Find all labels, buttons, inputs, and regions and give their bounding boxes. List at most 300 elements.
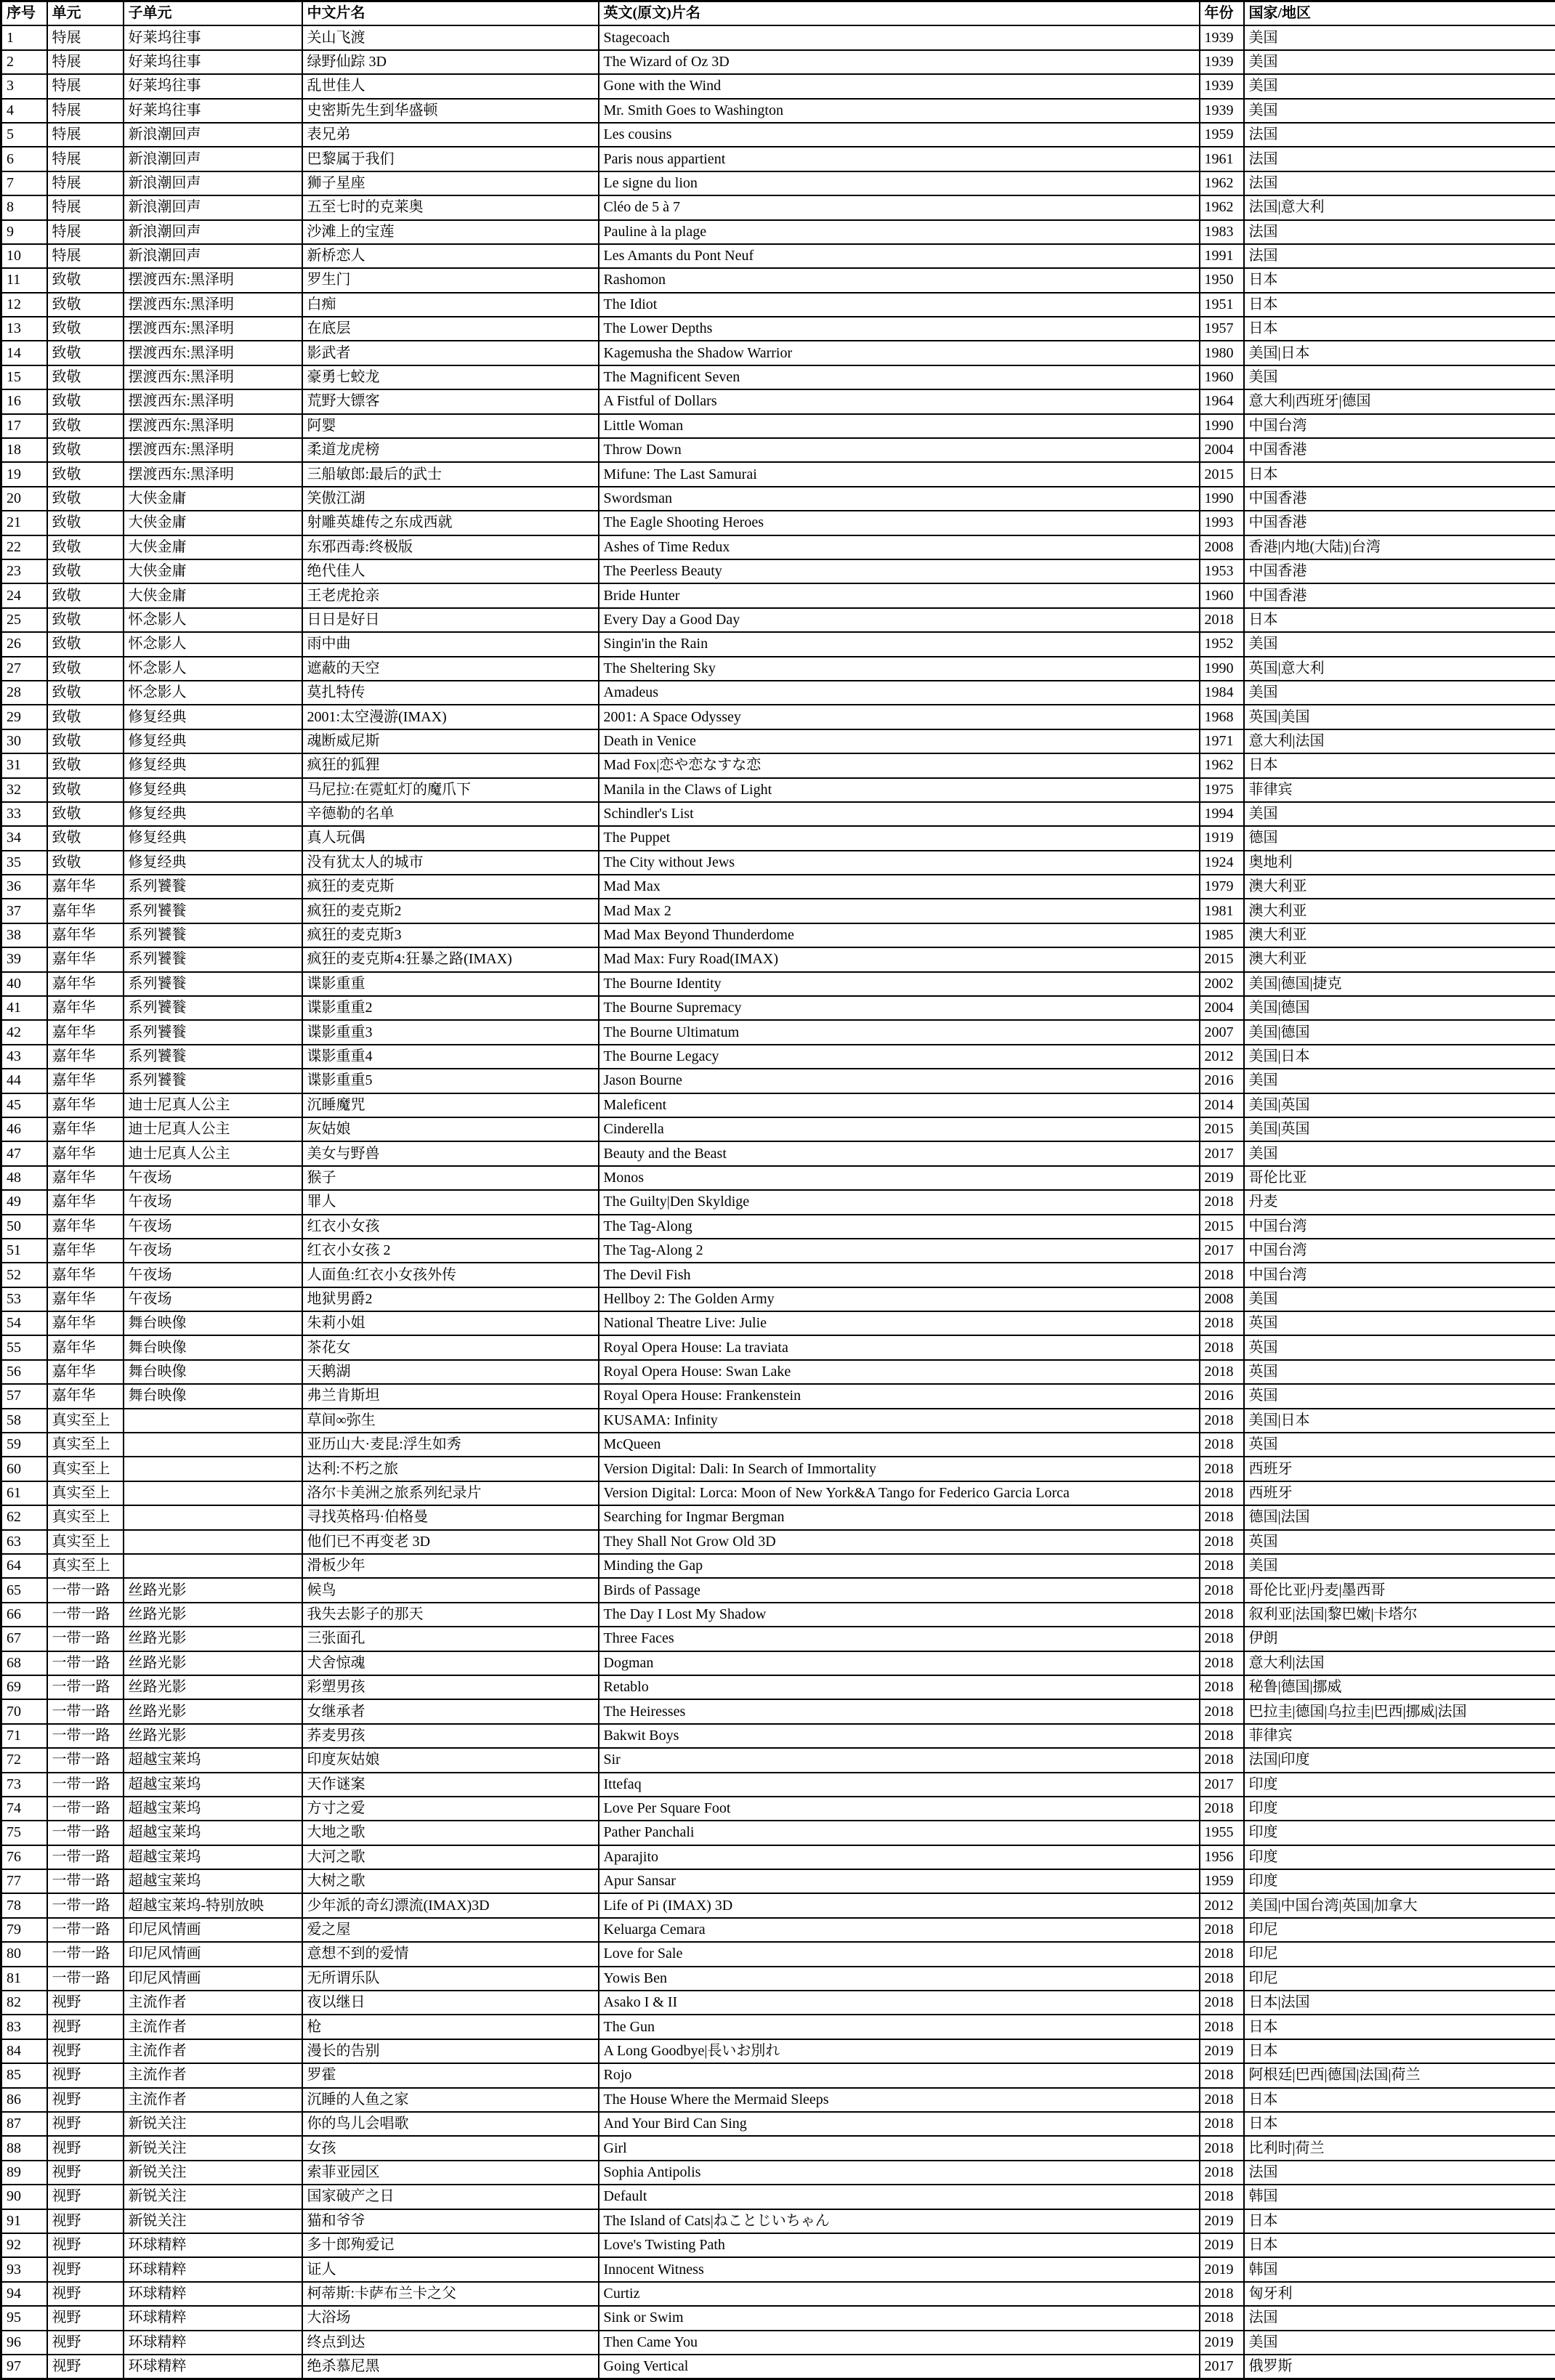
cell-subunit: 系列饕餮 — [124, 1069, 302, 1093]
cell-country: 日本 — [1244, 462, 1555, 486]
cell-subunit: 迪士尼真人公主 — [124, 1141, 302, 1165]
cell-year: 1939 — [1200, 50, 1244, 74]
cell-country: 美国|英国 — [1244, 1093, 1555, 1117]
cell-subunit: 新锐关注 — [124, 2136, 302, 2160]
cell-subunit — [124, 1481, 302, 1505]
cell-english-title: Royal Opera House: Swan Lake — [599, 1360, 1200, 1384]
table-row — [1, 389, 1555, 413]
cell-country: 印度 — [1244, 1773, 1555, 1797]
table-row — [1, 1918, 1555, 1942]
cell-english-title: Stagecoach — [599, 25, 1200, 49]
cell-year: 1962 — [1200, 753, 1244, 777]
cell-english-title: Amadeus — [599, 681, 1200, 705]
cell-unit: 嘉年华 — [47, 947, 124, 971]
cell-unit: 致敬 — [47, 535, 124, 559]
cell-chinese-title: 索菲亚园区 — [302, 2161, 599, 2185]
cell-chinese-title: 他们已不再变老 3D — [302, 1530, 599, 1554]
cell-unit: 嘉年华 — [47, 972, 124, 996]
cell-subunit: 午夜场 — [124, 1215, 302, 1239]
cell-country: 印尼 — [1244, 1967, 1555, 1991]
cell-chinese-title: 红衣小女孩 2 — [302, 1239, 599, 1263]
cell-english-title: Mad Max — [599, 875, 1200, 899]
cell-year: 1980 — [1200, 341, 1244, 365]
table-row — [1, 1554, 1555, 1578]
cell-index: 63 — [1, 1530, 47, 1554]
cell-index: 27 — [1, 657, 47, 681]
cell-index: 17 — [1, 414, 47, 438]
cell-unit: 致敬 — [47, 559, 124, 583]
cell-chinese-title: 豪勇七蛟龙 — [302, 365, 599, 389]
cell-subunit: 怀念影人 — [124, 632, 302, 656]
cell-unit: 一带一路 — [47, 1845, 124, 1869]
cell-english-title: Rashomon — [599, 268, 1200, 292]
table-row — [1, 802, 1555, 826]
cell-year: 2015 — [1200, 947, 1244, 971]
cell-chinese-title: 在底层 — [302, 317, 599, 341]
cell-subunit: 大侠金庸 — [124, 487, 302, 511]
cell-unit: 致敬 — [47, 389, 124, 413]
cell-chinese-title: 真人玩偶 — [302, 826, 599, 850]
cell-index: 41 — [1, 996, 47, 1020]
cell-country: 日本 — [1244, 2209, 1555, 2233]
cell-country: 阿根廷|巴西|德国|法国|荷兰 — [1244, 2063, 1555, 2087]
table-row — [1, 1335, 1555, 1359]
cell-english-title: Ashes of Time Redux — [599, 535, 1200, 559]
cell-country: 匈牙利 — [1244, 2282, 1555, 2306]
table-row — [1, 1384, 1555, 1408]
cell-subunit: 修复经典 — [124, 778, 302, 802]
cell-year: 2018 — [1200, 2282, 1244, 2306]
table-body — [1, 25, 1555, 2379]
cell-subunit: 好莱坞往事 — [124, 25, 302, 49]
cell-english-title: The Island of Cats|ねことじいちゃん — [599, 2209, 1200, 2233]
cell-english-title: Love for Sale — [599, 1942, 1200, 1966]
col-header-english-title: 英文(原文)片名 — [599, 1, 1200, 26]
cell-country: 日本|法国 — [1244, 1991, 1555, 2015]
cell-year: 2018 — [1200, 1457, 1244, 1481]
cell-subunit: 大侠金庸 — [124, 511, 302, 535]
cell-subunit: 摆渡西东:黑泽明 — [124, 462, 302, 486]
cell-year: 1962 — [1200, 195, 1244, 219]
cell-index: 32 — [1, 778, 47, 802]
cell-subunit: 午夜场 — [124, 1166, 302, 1190]
cell-english-title: Version Digital: Lorca: Moon of New York&A Tango for Federico Garcia Lorca — [599, 1481, 1200, 1505]
table-row — [1, 2015, 1555, 2039]
cell-chinese-title: 印度灰姑娘 — [302, 1748, 599, 1772]
cell-unit: 视野 — [47, 2185, 124, 2209]
table-row — [1, 1748, 1555, 1772]
cell-country: 美国 — [1244, 632, 1555, 656]
cell-country: 英国|意大利 — [1244, 657, 1555, 681]
cell-chinese-title: 谍影重重3 — [302, 1020, 599, 1044]
cell-chinese-title: 沉睡魔咒 — [302, 1093, 599, 1117]
table-row — [1, 559, 1555, 583]
cell-year: 2019 — [1200, 1166, 1244, 1190]
cell-year: 1961 — [1200, 147, 1244, 171]
cell-subunit: 午夜场 — [124, 1239, 302, 1263]
cell-index: 10 — [1, 244, 47, 268]
cell-unit: 一带一路 — [47, 1893, 124, 1917]
cell-unit: 一带一路 — [47, 1578, 124, 1602]
cell-year: 2016 — [1200, 1384, 1244, 1408]
cell-unit: 嘉年华 — [47, 1335, 124, 1359]
cell-unit: 致敬 — [47, 657, 124, 681]
cell-english-title: Sophia Antipolis — [599, 2161, 1200, 2185]
cell-unit: 真实至上 — [47, 1481, 124, 1505]
cell-subunit: 摆渡西东:黑泽明 — [124, 389, 302, 413]
cell-unit: 特展 — [47, 74, 124, 98]
cell-chinese-title: 表兄弟 — [302, 123, 599, 147]
cell-index: 69 — [1, 1675, 47, 1699]
table-row — [1, 1797, 1555, 1821]
cell-year: 2019 — [1200, 2331, 1244, 2355]
cell-unit: 嘉年华 — [47, 1045, 124, 1069]
cell-index: 91 — [1, 2209, 47, 2233]
cell-chinese-title: 乱世佳人 — [302, 74, 599, 98]
cell-chinese-title: 朱莉小姐 — [302, 1311, 599, 1335]
cell-country: 澳大利亚 — [1244, 923, 1555, 947]
cell-chinese-title: 少年派的奇幻漂流(IMAX)3D — [302, 1893, 599, 1917]
cell-country: 美国 — [1244, 365, 1555, 389]
cell-chinese-title: 猫和爷爷 — [302, 2209, 599, 2233]
cell-country: 法国 — [1244, 2161, 1555, 2185]
cell-country: 法国 — [1244, 220, 1555, 244]
cell-chinese-title: 漫长的告别 — [302, 2039, 599, 2063]
table-row — [1, 947, 1555, 971]
cell-index: 39 — [1, 947, 47, 971]
table-row — [1, 2112, 1555, 2136]
cell-country: 中国香港 — [1244, 583, 1555, 607]
cell-country: 美国|德国|捷克 — [1244, 972, 1555, 996]
cell-unit: 致敬 — [47, 341, 124, 365]
cell-index: 92 — [1, 2233, 47, 2257]
table-row — [1, 414, 1555, 438]
table-row — [1, 487, 1555, 511]
cell-unit: 致敬 — [47, 462, 124, 486]
cell-unit: 一带一路 — [47, 1797, 124, 1821]
cell-index: 64 — [1, 1554, 47, 1578]
cell-country: 日本 — [1244, 2015, 1555, 2039]
cell-index: 81 — [1, 1967, 47, 1991]
cell-subunit: 超越宝莱坞-特别放映 — [124, 1893, 302, 1917]
cell-year: 1950 — [1200, 268, 1244, 292]
cell-subunit: 印尼风情画 — [124, 1967, 302, 1991]
cell-index: 26 — [1, 632, 47, 656]
cell-year: 1956 — [1200, 1845, 1244, 1869]
cell-chinese-title: 阿婴 — [302, 414, 599, 438]
cell-country: 英国 — [1244, 1530, 1555, 1554]
cell-index: 76 — [1, 1845, 47, 1869]
cell-unit: 致敬 — [47, 681, 124, 705]
cell-chinese-title: 罗生门 — [302, 268, 599, 292]
cell-subunit: 午夜场 — [124, 1287, 302, 1311]
table-row — [1, 171, 1555, 195]
cell-country: 法国|意大利 — [1244, 195, 1555, 219]
cell-unit: 一带一路 — [47, 1748, 124, 1772]
cell-unit: 嘉年华 — [47, 1287, 124, 1311]
table-row — [1, 778, 1555, 802]
cell-country: 澳大利亚 — [1244, 947, 1555, 971]
cell-unit: 嘉年华 — [47, 1069, 124, 1093]
cell-country: 美国 — [1244, 1141, 1555, 1165]
table-row — [1, 1239, 1555, 1263]
cell-country: 中国台湾 — [1244, 1239, 1555, 1263]
cell-english-title: Les cousins — [599, 123, 1200, 147]
cell-chinese-title: 国家破产之日 — [302, 2185, 599, 2209]
cell-chinese-title: 候鸟 — [302, 1578, 599, 1602]
cell-unit: 致敬 — [47, 826, 124, 850]
cell-year: 2019 — [1200, 2233, 1244, 2257]
cell-country: 日本 — [1244, 608, 1555, 632]
cell-year: 2018 — [1200, 1505, 1244, 1529]
cell-year: 1983 — [1200, 220, 1244, 244]
cell-country: 美国|英国 — [1244, 1117, 1555, 1141]
cell-subunit: 迪士尼真人公主 — [124, 1093, 302, 1117]
cell-english-title: The Sheltering Sky — [599, 657, 1200, 681]
table-row — [1, 2185, 1555, 2209]
cell-year: 1964 — [1200, 389, 1244, 413]
cell-year: 1953 — [1200, 559, 1244, 583]
cell-unit: 致敬 — [47, 802, 124, 826]
cell-index: 97 — [1, 2355, 47, 2379]
cell-subunit: 丝路光影 — [124, 1724, 302, 1748]
cell-index: 28 — [1, 681, 47, 705]
cell-english-title: Kagemusha the Shadow Warrior — [599, 341, 1200, 365]
cell-unit: 嘉年华 — [47, 1190, 124, 1214]
cell-country: 叙利亚|法国|黎巴嫩|卡塔尔 — [1244, 1603, 1555, 1627]
cell-english-title: Paris nous appartient — [599, 147, 1200, 171]
cell-index: 50 — [1, 1215, 47, 1239]
cell-unit: 致敬 — [47, 583, 124, 607]
cell-year: 1959 — [1200, 1869, 1244, 1893]
cell-index: 66 — [1, 1603, 47, 1627]
cell-unit: 致敬 — [47, 438, 124, 462]
cell-english-title: Mad Max 2 — [599, 899, 1200, 923]
cell-year: 2018 — [1200, 1967, 1244, 1991]
cell-unit: 一带一路 — [47, 1821, 124, 1845]
table-row — [1, 1093, 1555, 1117]
cell-year: 1952 — [1200, 632, 1244, 656]
cell-subunit: 超越宝莱坞 — [124, 1821, 302, 1845]
cell-subunit: 系列饕餮 — [124, 947, 302, 971]
cell-country: 法国 — [1244, 123, 1555, 147]
cell-unit: 真实至上 — [47, 1457, 124, 1481]
cell-chinese-title: 疯狂的麦克斯3 — [302, 923, 599, 947]
cell-subunit: 新锐关注 — [124, 2112, 302, 2136]
cell-index: 44 — [1, 1069, 47, 1093]
cell-country: 法国 — [1244, 171, 1555, 195]
cell-chinese-title: 王老虎抢亲 — [302, 583, 599, 607]
cell-unit: 致敬 — [47, 414, 124, 438]
cell-unit: 特展 — [47, 123, 124, 147]
cell-unit: 嘉年华 — [47, 875, 124, 899]
cell-unit: 嘉年华 — [47, 1215, 124, 1239]
cell-unit: 嘉年华 — [47, 1020, 124, 1044]
cell-country: 印度 — [1244, 1845, 1555, 1869]
cell-year: 2018 — [1200, 1675, 1244, 1699]
cell-subunit: 新浪潮回声 — [124, 147, 302, 171]
cell-year: 1994 — [1200, 802, 1244, 826]
cell-chinese-title: 猴子 — [302, 1166, 599, 1190]
cell-year: 2018 — [1200, 1190, 1244, 1214]
cell-unit: 嘉年华 — [47, 996, 124, 1020]
cell-subunit: 系列饕餮 — [124, 1020, 302, 1044]
cell-subunit: 新浪潮回声 — [124, 195, 302, 219]
cell-index: 68 — [1, 1651, 47, 1675]
cell-chinese-title: 柔道龙虎榜 — [302, 438, 599, 462]
cell-subunit: 摆渡西东:黑泽明 — [124, 268, 302, 292]
cell-chinese-title: 红衣小女孩 — [302, 1215, 599, 1239]
table-row — [1, 317, 1555, 341]
cell-index: 54 — [1, 1311, 47, 1335]
table-row — [1, 2257, 1555, 2281]
cell-country: 日本 — [1244, 2039, 1555, 2063]
cell-year: 1939 — [1200, 25, 1244, 49]
cell-country: 印度 — [1244, 1821, 1555, 1845]
cell-english-title: Bakwit Boys — [599, 1724, 1200, 1748]
cell-unit: 嘉年华 — [47, 899, 124, 923]
cell-index: 59 — [1, 1433, 47, 1457]
cell-unit: 致敬 — [47, 851, 124, 875]
cell-english-title: Love Per Square Foot — [599, 1797, 1200, 1821]
cell-unit: 一带一路 — [47, 1967, 124, 1991]
cell-year: 1971 — [1200, 729, 1244, 753]
cell-country: 英国 — [1244, 1311, 1555, 1335]
cell-subunit: 摆渡西东:黑泽明 — [124, 414, 302, 438]
cell-unit: 视野 — [47, 2355, 124, 2379]
cell-chinese-title: 草间∞弥生 — [302, 1409, 599, 1433]
cell-country: 美国|德国 — [1244, 1020, 1555, 1044]
cell-chinese-title: 罗霍 — [302, 2063, 599, 2087]
cell-chinese-title: 大地之歌 — [302, 1821, 599, 1845]
cell-chinese-title: 灰姑娘 — [302, 1117, 599, 1141]
cell-english-title: Sir — [599, 1748, 1200, 1772]
cell-year: 2007 — [1200, 1020, 1244, 1044]
table-row — [1, 1893, 1555, 1917]
cell-subunit — [124, 1409, 302, 1433]
cell-country: 伊朗 — [1244, 1627, 1555, 1651]
cell-english-title: Keluarga Cemara — [599, 1918, 1200, 1942]
cell-unit: 致敬 — [47, 317, 124, 341]
table-row — [1, 2306, 1555, 2330]
cell-index: 80 — [1, 1942, 47, 1966]
cell-year: 2008 — [1200, 1287, 1244, 1311]
cell-chinese-title: 白痴 — [302, 293, 599, 317]
cell-index: 6 — [1, 147, 47, 171]
cell-chinese-title: 无所谓乐队 — [302, 1967, 599, 1991]
cell-subunit: 主流作者 — [124, 2015, 302, 2039]
cell-index: 45 — [1, 1093, 47, 1117]
table-row — [1, 851, 1555, 875]
cell-unit: 嘉年华 — [47, 1311, 124, 1335]
cell-year: 2019 — [1200, 2257, 1244, 2281]
table-row — [1, 1141, 1555, 1165]
cell-subunit: 环球精粹 — [124, 2306, 302, 2330]
table-row — [1, 74, 1555, 98]
cell-country: 哥伦比亚 — [1244, 1166, 1555, 1190]
table-row — [1, 1020, 1555, 1044]
cell-country: 澳大利亚 — [1244, 875, 1555, 899]
cell-year: 2019 — [1200, 2209, 1244, 2233]
cell-english-title: Beauty and the Beast — [599, 1141, 1200, 1165]
cell-index: 24 — [1, 583, 47, 607]
cell-english-title: Searching for Ingmar Bergman — [599, 1505, 1200, 1529]
cell-subunit: 舞台映像 — [124, 1335, 302, 1359]
cell-chinese-title: 沙滩上的宝莲 — [302, 220, 599, 244]
table-row — [1, 1069, 1555, 1093]
cell-country: 美国 — [1244, 681, 1555, 705]
cell-english-title: The Bourne Supremacy — [599, 996, 1200, 1020]
cell-english-title: Birds of Passage — [599, 1578, 1200, 1602]
table-row — [1, 1215, 1555, 1239]
table-row — [1, 875, 1555, 899]
cell-subunit: 丝路光影 — [124, 1675, 302, 1699]
cell-country: 中国台湾 — [1244, 1263, 1555, 1287]
cell-subunit: 摆渡西东:黑泽明 — [124, 293, 302, 317]
cell-english-title: Le signe du lion — [599, 171, 1200, 195]
cell-country: 西班牙 — [1244, 1481, 1555, 1505]
cell-index: 95 — [1, 2306, 47, 2330]
table-row — [1, 2161, 1555, 2185]
cell-english-title: Version Digital: Dali: In Search of Immortality — [599, 1457, 1200, 1481]
cell-unit: 致敬 — [47, 511, 124, 535]
table-row — [1, 2209, 1555, 2233]
cell-year: 1985 — [1200, 923, 1244, 947]
cell-subunit: 摆渡西东:黑泽明 — [124, 365, 302, 389]
cell-year: 2017 — [1200, 1239, 1244, 1263]
cell-unit: 特展 — [47, 195, 124, 219]
cell-unit: 一带一路 — [47, 1869, 124, 1893]
cell-country: 日本 — [1244, 2233, 1555, 2257]
table-row — [1, 1311, 1555, 1335]
cell-country: 德国 — [1244, 826, 1555, 850]
cell-english-title: McQueen — [599, 1433, 1200, 1457]
col-header-index: 序号 — [1, 1, 47, 26]
cell-year: 2018 — [1200, 1409, 1244, 1433]
cell-subunit: 系列饕餮 — [124, 923, 302, 947]
cell-unit: 致敬 — [47, 705, 124, 729]
cell-subunit: 环球精粹 — [124, 2355, 302, 2379]
cell-chinese-title: 夜以继日 — [302, 1991, 599, 2015]
cell-chinese-title: 罪人 — [302, 1190, 599, 1214]
table-row — [1, 2355, 1555, 2379]
cell-chinese-title: 美女与野兽 — [302, 1141, 599, 1165]
cell-index: 4 — [1, 99, 47, 123]
cell-english-title: Mad Max Beyond Thunderdome — [599, 923, 1200, 947]
cell-subunit: 修复经典 — [124, 826, 302, 850]
cell-chinese-title: 柯蒂斯:卡萨布兰卡之父 — [302, 2282, 599, 2306]
cell-subunit: 怀念影人 — [124, 608, 302, 632]
cell-index: 73 — [1, 1773, 47, 1797]
cell-subunit: 舞台映像 — [124, 1311, 302, 1335]
cell-index: 31 — [1, 753, 47, 777]
cell-english-title: Apur Sansar — [599, 1869, 1200, 1893]
cell-chinese-title: 莫扎特传 — [302, 681, 599, 705]
cell-english-title: The Gun — [599, 2015, 1200, 2039]
cell-country: 香港|内地(大陆)|台湾 — [1244, 535, 1555, 559]
cell-chinese-title: 意想不到的爱情 — [302, 1942, 599, 1966]
cell-unit: 嘉年华 — [47, 1384, 124, 1408]
table-row — [1, 1845, 1555, 1869]
cell-year: 2018 — [1200, 608, 1244, 632]
cell-english-title: Curtiz — [599, 2282, 1200, 2306]
cell-subunit: 新浪潮回声 — [124, 244, 302, 268]
cell-english-title: Rojo — [599, 2063, 1200, 2087]
cell-index: 94 — [1, 2282, 47, 2306]
cell-country: 奥地利 — [1244, 851, 1555, 875]
cell-index: 35 — [1, 851, 47, 875]
cell-english-title: Innocent Witness — [599, 2257, 1200, 2281]
